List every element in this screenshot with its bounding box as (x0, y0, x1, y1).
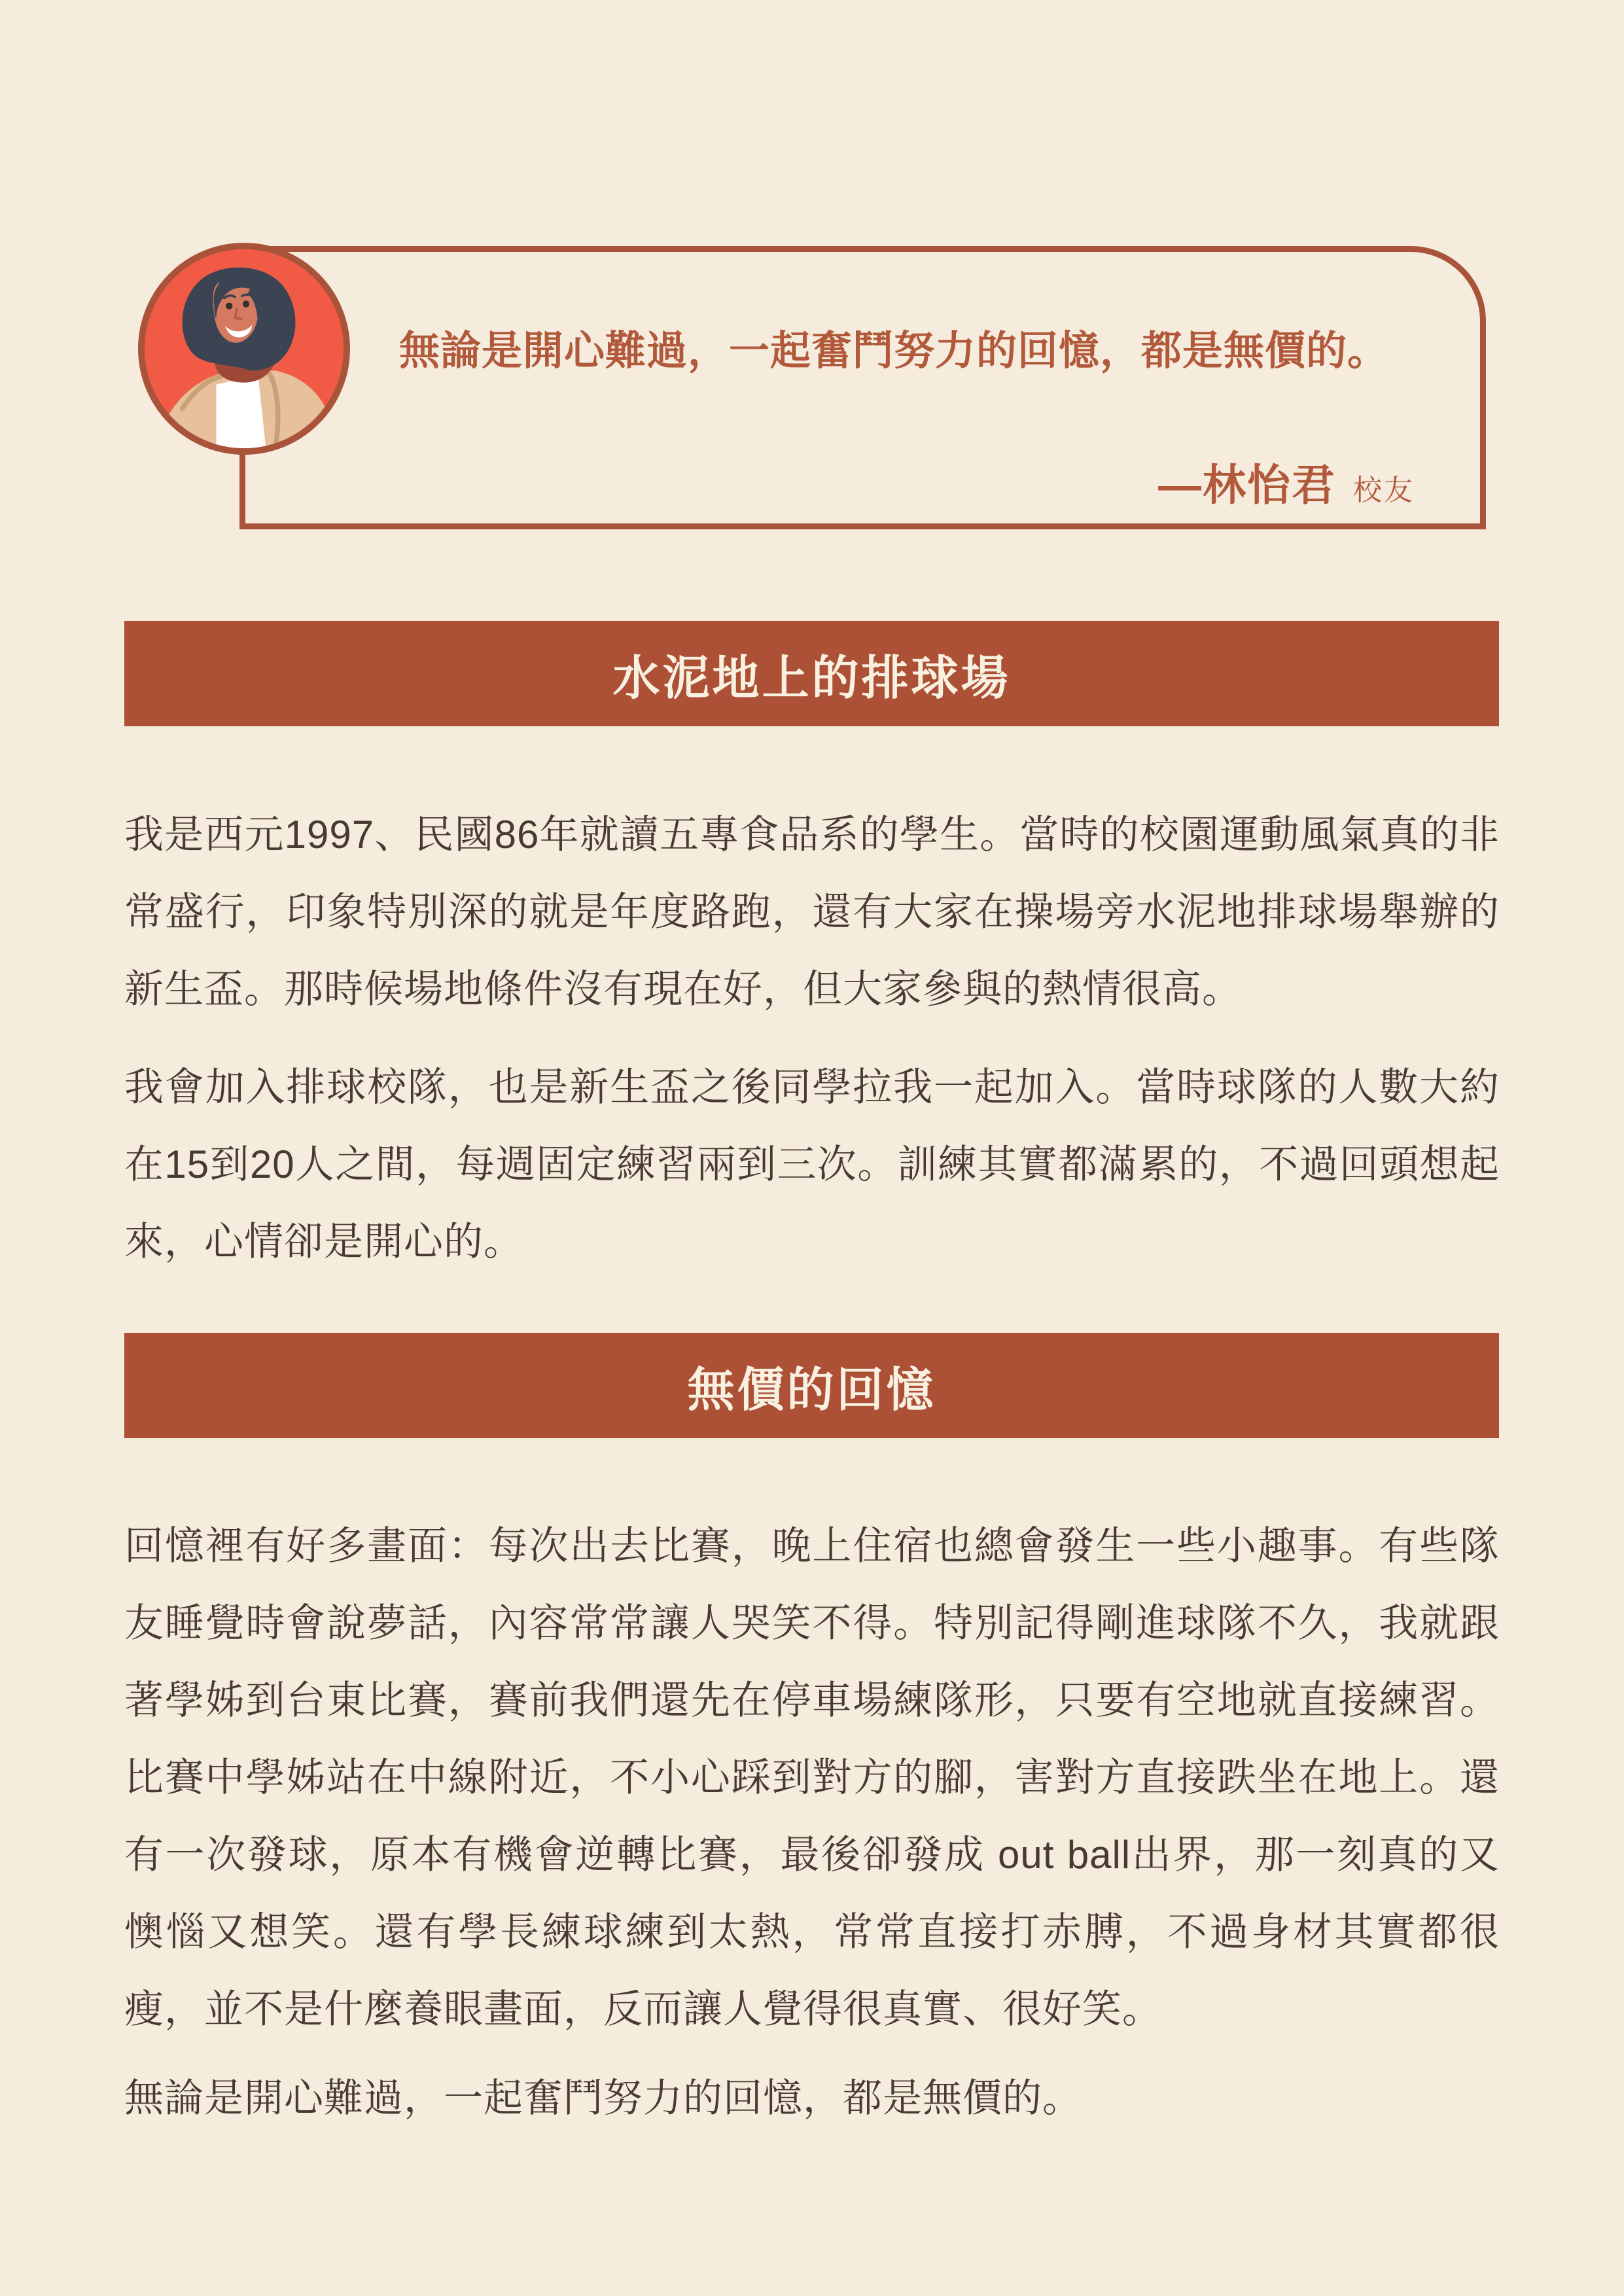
section-header-memories (124, 1333, 1499, 1438)
paragraph: 回憶裡有好多畫面：每次出去比賽，晚上住宿也總會發生一些小趣事。有些隊友睡覺時會說夢話，內容常常讓人哭笑不得。特別記得剛進球隊不久，我就跟著學姊到台東比賽，賽前我們還先在停車場練隊形，只要有空地就直接練習。比賽中學姊站在中線附近，不小心踩到對方的腳，害對方直接跌坐在地上。還有一次發球，原本有機會逆轉比賽，最後卻發成 out ball出界，那一刻真的又懊惱又想笑。還有學長練球練到太熱，常常直接打赤膊，不過身材其實都很瘦，並不是什麼養眼畫面，反而讓人覺得很真實、很好笑。 (124, 1524, 1500, 2031)
paragraph: 無論是開心難過，一起奮鬥努力的回憶，都是無價的。 (124, 2076, 1082, 2120)
section-header-court (124, 621, 1499, 726)
paragraph: 我是西元1997、民國86年就讀五專食品系的學生。當時的校園運動風氣真的非常盛行，印象特別深的就是年度路跑，還有大家在操場旁水泥地排球場舉辦的新生盃。那時候場地條件沒有現在好，但大家參與的熱情很高。 (124, 813, 1500, 1011)
avatar (138, 243, 350, 455)
quote-author: —林怡君 (1158, 461, 1336, 509)
woman-avatar-icon (145, 249, 344, 448)
paragraph: 我會加入排球校隊，也是新生盃之後同學拉我一起加入。當時球隊的人數大約在15到20人之間，每週固定練習兩到三次。訓練其實都滿累的，不過回頭想起來，心情卻是開心的。 (124, 1065, 1500, 1263)
quote-attribution (1158, 450, 1415, 512)
quote-text: 無論是開心難過，一起奮鬥努力的回憶，都是無價的。 (399, 328, 1389, 374)
quote-author-title: 校友 (1353, 474, 1415, 506)
section-title: 水泥地上的排球場 (612, 652, 1011, 705)
section-title: 無價的回憶 (687, 1364, 936, 1417)
